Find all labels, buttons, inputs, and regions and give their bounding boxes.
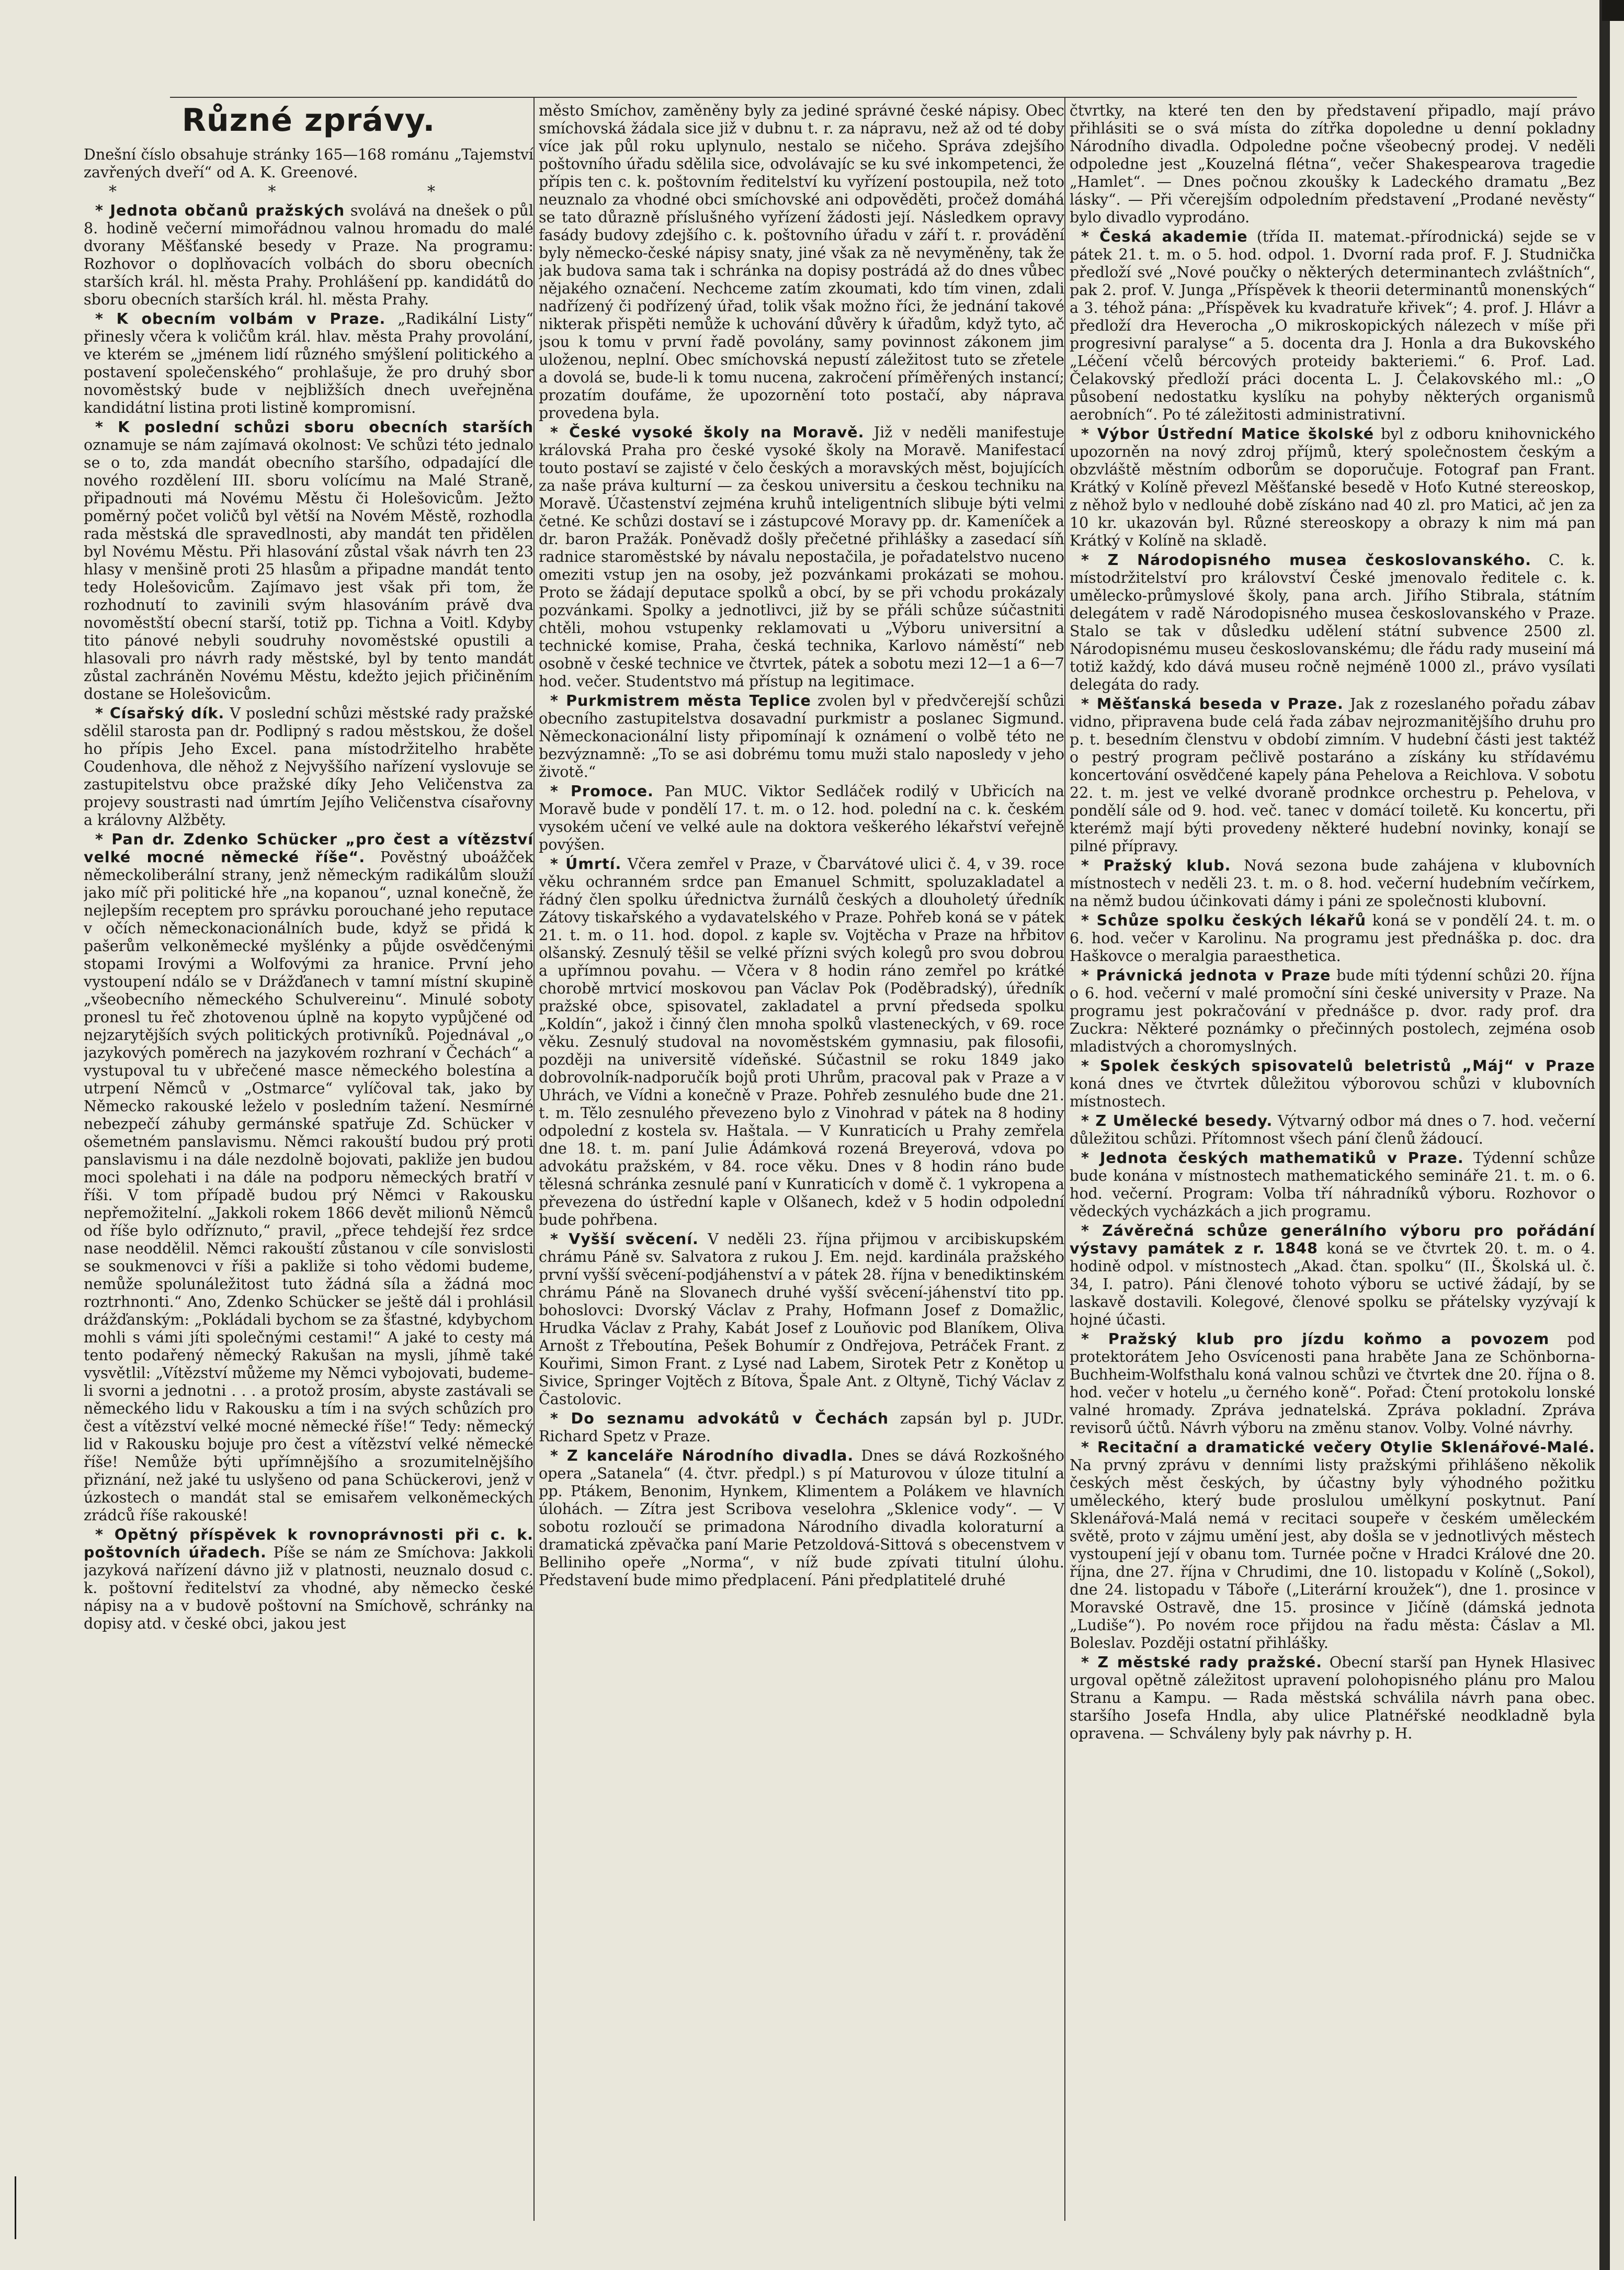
- news-item-heading: * Vyšší svěcení.: [550, 1230, 699, 1248]
- news-item-text: město Smíchov, zaměněny byly za jediné správné české nápisy. Obec smíchovská žádala sice již v dubnu t. r. za nápravu, než až od té doby více jak půl roku uplynulo, nestalo se ničeho. Správa zdejšího poštovního úřadu sdělila sice, odvolávajíc se ku své inkompetenci, že přípis ten c. k. poštovním ředitelství ku vyřízení postoupila, než toto neuznalo za vhodné obci smíchovské ani odpověděti, pročež domáhá se tato důrazně příslušného vyřízení žádosti její. Následkem opravy fasády budovy zdejšího c. k. poštovního úřadu v září t. r. provádění byly německo-české nápisy snaty, jiné však za ně nevyměněny, tak že jak budova sama tak i schránka na dopisy postrádá až do dnes vůbec nějakého označení. Nechceme zatím zkoumati, kdo tím vinen, zdali nadřízený či podřízený úřad, tolik však možno říci, že jednání takové nikterak přispěti nemůže k uchování důvěry k úřadům, když tyto, ač jsou k tomu v první řadě povolány, samy povinnost zákonem jim uloženou, neplní. Obec smíchovská nepustí záležitost tuto se zřetele a dovolá se, bude-li k tomu nucena, zakročení příměřených instancí; prozatím doufáme, že upozornění toto postačí, aby náprava provedena byla.: [539, 102, 1064, 422]
- news-item-heading: * Z městské rady pražské.: [1081, 1654, 1323, 1671]
- serial-notice: Dnešní číslo obsahuje stránky 165—168 románu „Tajemství zavřených dveří“ od A. K. Greenové.: [84, 146, 533, 181]
- news-item: [539, 1410, 1064, 1445]
- news-item: [1070, 912, 1595, 965]
- news-item-heading: * Jednota českých mathematiků v Praze.: [1081, 1149, 1464, 1167]
- news-item-heading: * K obecním volbám v Praze.: [95, 310, 386, 327]
- news-item-heading: * České vysoké školy na Moravě.: [550, 424, 865, 441]
- news-item: [1070, 425, 1595, 550]
- news-item-text: čtvrtky, na které ten den by představení připadlo, mají právo přihlásiti se o svá místa do zítřka dopoledne u denní pokladny Národního divadla. Odpoledne počne všeobecný prodej. V neděli odpoledne jest „Kouzelná flétna“, večer Shakespearova tragedie „Hamlet“. — Dnes počnou zkoušky k Ladeckého dramatu „Bez lásky“. — Při včerejším odpoledním představení „Prodané nevěsty“ bylo divadlo vyprodáno.: [1070, 102, 1595, 226]
- news-item-text: (třída II. matemat.-přírodnická) sejde se v pátek 21. t. m. o 5. hod. odpol. 1. Dvorní rada prof. F. J. Studnička předloží své „Nové poučky o některých determinantech zvláštních“, pak 2. prof. V. Junga „Příspěvek k theorii determinantů monenských“ a 3. téhož pána: „Příspěvek ku kvadratuře křivek“; 4. prof. J. Hlávr a předloží dra Heverocha „O mikroskopických nálezech v míše při progresivní paralyse“ a 5. docenta dra J. Honla a dra Bukovského „Léčení včelů bércových proteidy bakteriemi.“ 6. Prof. Lad. Čelakovský předloží práci docenta L. J. Čelakovského ml.: „O působení nedostatku kyslíku na pohyby některých organismů aerobních“. Po té záležitosti administrativní.: [1070, 228, 1595, 423]
- news-item-text: C. k. místodržitelství pro království České jmenovalo ředitele c. k. umělecko-průmyslové školy, pana arch. Jiřího Stibrala, státním delegátem v radě Národopisného musea českoslovanského v Praze. Stalo se tak v důsledku udělení státní subvence 2500 zl. Národopisnému museu českoslovanskému; dle řádu rady museiní má totiž každý, kdo dává museu ročně nejméně 1000 zl., právo vysílati delegáta do rady.: [1070, 551, 1595, 693]
- news-item: [539, 692, 1064, 781]
- binding-edge: [1599, 0, 1610, 2270]
- news-item: [84, 419, 533, 703]
- news-item: [1070, 228, 1595, 424]
- news-item-heading: * Pražský klub.: [1081, 857, 1231, 874]
- news-item: [1070, 857, 1595, 910]
- news-item-text: koná se v pondělí 24. t. m. o 6. hod. večer v Karolinu. Na programu jest přednáška p. doc. dra Haškovce o meralgia paraesthetica.: [1070, 912, 1595, 965]
- news-item-heading: * Schůze spolku českých lékařů: [1081, 912, 1366, 929]
- news-item-text: oznamuje se nám zajímavá okolnost: Ve schůzi této jednalo se o to, zda mandát obecního staršího, odpadající dle nového rozdělení III. sboru volícímu na Malé Straně, připadnouti má Novému Městu či Holešovicům. Ježto poměrný počet voličů byl větší na Novém Městě, rozhodla rada městská dle spravedlnosti, aby mandát ten přidělen byl Novému Městu. Při hlasování zůstal však návrh ten 23 hlasy v menšině proti 25 hlasům a připadne mandát tento tedy Holešovicům. Zajímavo jest však při tom, že rozhodnutí to zavinili svým hlasováním právě dva novoměstští obecní starší, totiž pp. Tichna a Voitl. Kdyby tito pánové nebyli soudruhy novoměstské opustili a hlasovali pro návrh rady městské, byl by tento mandát zůstal zachráněn Novému Městu, kdežto jejich přičiněním dostane se Holešovicům.: [84, 436, 533, 703]
- news-item-heading: * Měšťanská beseda v Praze.: [1081, 695, 1344, 713]
- news-item: [1070, 1149, 1595, 1221]
- news-item-text: Dnes se dává Rozkošného opera „Satanela“ (4. čtvr. předpl.) s pí Maturovou v úloze titulní a pp. Ptákem, Benonim, Hynkem, Klimentem a Polákem ve hlavních úlohách. — Zítra jest Scribova veselohra „Sklenice vody“. — V sobotu rozloučí se primadona Národního divadla koloraturní a dramatická zpěvačka paní Marie Petzoldová-Sittová s obecenstvem v Belliniho opeře „Norma“, v níž bude zpívati titulní úlohu. Představení bude mimo předplacení. Páni předplatitelé druhé: [539, 1447, 1064, 1589]
- news-item-text: pod protektorátem Jeho Osvícenosti pana hraběte Jana ze Schönborna-Buchheim-Wolfsthalu koná valnou schůzi ve čtvrtek dne 20. října o 8. hod. večer v hotelu „u černého koně“. Pořad: Čtení protokolu lonské valné hromady. Zpráva jednatelská. Zpráva pokladní. Zpráva revisorů účtů. Návrh výboru na změnu stanov. Volby. Volné návrhy.: [1070, 1330, 1595, 1437]
- news-item: [1070, 967, 1595, 1056]
- news-item: [539, 855, 1064, 1229]
- news-item: [539, 102, 1064, 422]
- news-item-heading: * Výbor Ústřední Matice školské: [1081, 425, 1375, 443]
- news-item: [1070, 1112, 1595, 1148]
- news-item: [1070, 102, 1595, 227]
- news-item-heading: * Spolek českých spisovatelů beletristů „Máj“ v Praze: [1081, 1057, 1595, 1075]
- news-item-text: bude míti týdenní schůzi 20. října o 6. hod. večerní v malé promoční síni české university v Praze. Na programu jest pokračování v přednášce p. dvor. rady prof. dra Zuckra: Některé poznámky o přečinných postolech, zejména osob mladistvých a choromyslných.: [1070, 967, 1595, 1055]
- news-item: [1070, 551, 1595, 694]
- news-item-text: koná se ve čtvrtek 20. t. m. o 4. hodině odpol. v místnostech „Akad. čtan. spolku“ (II., Školská ul. č. 34, I. patro). Páni členové tohoto výboru se uctivé žádají, by se laskavě dostavili. Kolegové, členové spolku se přátelsky vyzývají k hojné účasti.: [1070, 1240, 1595, 1328]
- news-item-heading: * Pan dr. Zdenko Schücker „pro čest a vítězství velké mocné německé říše“.: [84, 831, 533, 866]
- news-item: [539, 1447, 1064, 1589]
- news-item: [84, 1526, 533, 1633]
- news-item-heading: * Pražský klub pro jízdu koňmo a povozem: [1081, 1330, 1550, 1348]
- news-item-heading: * Opětný příspěvek k rovnoprávnosti při c. k. poštovních úřadech.: [84, 1526, 533, 1561]
- news-item-heading: * Právnická jednota v Praze: [1081, 967, 1331, 984]
- news-item-heading: * K poslední schůzi sboru obecních starších: [95, 419, 533, 436]
- news-item-text: Jak z rozeslaného pořadu zábav vidno, připravena bude celá řada zábav nejrozmanitějšího druhu pro p. t. besedním členstvu v období zimním. V hudební části jest taktéž o pestrý program pečlivě postaráno a získány ku střídavému koncertování osvědčené kapely pána Pehelova a Reichlova. V sobotu 22. t. m. jest ve velké dvoraně prodnkce orchestru p. Pehelova, v pondělí sále od 9. hod. več. tanec v domácí toiletě. Ku koncertu, při kterémž mají býti provedeny některé hudební novinky, konají se pilné přípravy.: [1070, 695, 1595, 855]
- column-divider: [533, 97, 535, 2221]
- news-item: [1070, 1057, 1595, 1111]
- news-item: [539, 1230, 1064, 1408]
- news-item-text: byl z odboru knihovnického upozorněn na nový zdroj příjmů, který společnostem českým a obzvláště městním odborům se doporučuje. Fotograf pan Frant. Krátký v Kolíně převezl Měšťanské besedě v Hoťo Kutné stereoskop, z něhož bylo v nedlouhé době získáno nad 40 zl. pro Matici, ač jen za 10 kr. ukazován byl. Různé stereoskopy a obrazy k nim má pan Krátký v Kolíně na skladě.: [1070, 425, 1595, 549]
- corner-mark: [1602, 0, 1624, 21]
- news-item: [1070, 1439, 1595, 1652]
- news-item: [84, 705, 533, 829]
- column-3: [1070, 102, 1595, 2226]
- news-item: [539, 783, 1064, 854]
- news-item-text: „Radikální Listy“ přinesly včera k voličům král. hlav. města Prahy provolání, ve kterém se „jménem lidí různého smýšlení politického a postavení společenského“ prohlašuje, že pro druhý sbor novoměstský bude v nejbližších dnech uveřejněna kandidátní listina proti listině kompromisní.: [84, 310, 533, 416]
- news-item: [84, 310, 533, 417]
- news-item-text: svolává na dnešek o půl 8. hodině večerní mimořádnou valnou hromadu do malé dvorany Měšťanské besedy v Praze. Na programu: Rozhovor o doplňovacích volbách do sboru obecních starších král. hl. města Prahy. Prohlášení pp. kandidátů do sboru obecních starších král. hl. města Prahy.: [84, 202, 533, 308]
- news-item-text: Pověstný uboážček německoliberální strany, jenž německým radikálům slouží jako míč při politické hře „na kopanou“, uznal konečně, že nejlepším receptem pro správku porouchané jeho reputace v očích německonacionálních bude, když se přidá k pašerům velkoněmecké myšlénky a půjde osvědčenými stopami Irovými a Wolfovými za hranice. První jeho vystoupení ndálo se v Drážďanech v tamní místní skupině „všeobecního německého Schulvereinu“. Minulé soboty pronesl tu řeč zhotovenou úplně na kopyto vypůjčené od nejzarytějších svých politických protivníků. Pojednával „o jazykových poměrech na jazykovém rozhraní v Čechách“ a vystupoval tu v ubřečené masce německého bolestína a utrpení Němců v „Ostmarce“ vylíčoval tak, jako by Německo rakouské leželo v posledním tažení. Nesmírné nebezpečí záhuby germánské spatřuje Zd. Schücker v ošemetném panslavismu. Němci rakouští budou prý proti panslavismu i na dále nezdolně bojovati, pakliže jen budou moci spolehati i na dále na podporu německých bratří v říši. V tom případě budou prý Němci v Rakousku nepřemožitelní. „Jakkoli rokem 1866 devět milionů Němců od říše bylo odříznuto,“ pravil, „přece tehdejší řez srdce nase neoddělil. Němci rakouští zůstanou v cíle sonvislosti se soukmenovci v říši a pakliže si toho vědomi budeme, nemůže spolunáležitost tuto žádná síla a žádná moc roztrhnonti.“ Ano, Zdenko Schücker se ještě dál i prohlásil drážďanským: „Pokládali bychom se za šťastné, kdybychom mohli s vámi jíti společnými cestami!“ A jaké to cesty má tento podařený německý Rakušan na mysli, jíhmě také vysvětlil: „Vítězství můžeme my Němci vybojovati, budeme-li svorni a jednotni . . . a protož prosím, abyste zastávali se německého lidu v Rakousku a tím i na svých schůzích pro čest a vítězství velké mocné německé říše!“ Tedy: německý lid v Rakousku bojuje pro čest a vítězství velké německé říše! Nemůže býti upřímnějšího a srozumitelnějšího přiznání, než jaké tu uslyšeno od pana Schückerovi, jenž v úzkostech o mandát stal se emisařem velkoněmeckých zrádců říše rakouské!: [84, 849, 533, 1524]
- news-item: [84, 831, 533, 1524]
- news-item-text: V neděli 23. října přijmou v arcibiskupském chrámu Páně sv. Salvatora z rukou J. Em. nejd. kardinála pražského první vyšší svěcení-podjáhenství a v pátek 28. října v benediktinském chrámu Páně na Slovanech druhé vyšší svěcení-jáhenství tito pp. bohoslovci: Dvorský Václav z Prahy, Hofmann Josef z Domažlic, Hrudka Václav z Prahy, Kabát Josef z Louňovic pod Blaníkem, Oliva Arnošt z Třeboutína, Pešek Bohumír z Ondřejova, Petráček Frant. z Kouřimi, Simon Frant. z Lysé nad Labem, Sirotek Petr z Konětop u Sivice, Springer Vojtěch z Bítova, Špale Ant. z Oltyně, Tichý Václav z Častolovic.: [539, 1230, 1064, 1408]
- news-item-heading: * Úmrtí.: [550, 855, 622, 873]
- news-item: [539, 424, 1064, 691]
- news-item-heading: * Jednota občanů pražských: [95, 202, 345, 219]
- news-item-text: Na prvný zprávu v denními listy pražskými přihlášeno několik českých měst českých, by účastny byly výhodného požitku uměleckého, který bude proslulou umělkyní poskytnut. Paní Sklenářová-Malá nemá v recitaci soupeře v českém uměleckém světě, proto v zájmu umění jest, aby došla se v jednotlivých městech vystoupení její v obanu tom. Turnée počne v Hradci Králové dne 20. října, dne 27. října v Chrudimi, dne 10. listopadu v Kolíně („Sokol), dne 24. listopadu v Táboře („Literární kroužek“), dne 1. prosince v Moravské Ostravě, dne 15. prosince v Jičíně (dámská jednota „Ludiše“). Po novém roce přijdou na řadu města: Čáslav a Ml. Boleslav. Později ostatní přihlášky.: [1070, 1456, 1595, 1652]
- separator-stars: * * *: [108, 183, 509, 201]
- news-item-text: zvolen byl v předvčerejší schůzi obecního zastupitelstva dosavadní purkmistr a poslanec Sigmund. Německonacionální listy připomínají k oznámení o volbě této ne bezvýznamně: „To se asi dobrému tomu muži stalo naposledy v jeho životě.“: [539, 692, 1064, 781]
- news-item-heading: * Závěrečná schůze generálního výboru pro pořádání výstavy památek z r. 1848: [1070, 1222, 1595, 1257]
- top-rule: [170, 97, 1577, 98]
- news-item-heading: * Do seznamu advokátů v Čechách: [550, 1410, 889, 1427]
- news-item-heading: * Recitační a dramatické večery Otylie Sklenářové-Malé.: [1081, 1439, 1595, 1456]
- news-item-heading: * Česká akademie: [1081, 228, 1248, 245]
- news-item-text: Výtvarný odbor má dnes o 7. hod. večerní důležitou schůzi. Přítomnost všech pání členů žádoucí.: [1070, 1112, 1595, 1147]
- news-item-heading: * Císařský dík.: [95, 705, 225, 722]
- news-item-heading: * Z Národopisného musea českoslovanského.: [1081, 551, 1531, 569]
- news-item-text: V poslední schůzi městské rady pražské sdělil starosta pan dr. Podlipný s radou městskou, že došel ho přípis Jeho Excel. pana místodržitelho hraběte Coudenhova, dle něhož z Nejvyššího nařízení vyslovuje se zastupitelstvu obce pražské díky Jeho Veličenstva za projevy soustrasti nad úmrtím Jejího Veličenstva císařovny a královny Alžběty.: [84, 705, 533, 829]
- news-item: [1070, 1222, 1595, 1329]
- column-divider: [1064, 97, 1065, 2221]
- column-1: [84, 102, 533, 2226]
- news-item-heading: * Promoce.: [550, 783, 654, 800]
- news-item-text: Již v neděli manifestuje královská Praha pro české vysoké školy na Moravě. Manifestací touto postaví se zajisté v čelo českých a moravských měst, bojujících za naše práva kulturní — za českou universitu a českou techniku na Moravě. Účastenství zejména kruhů inteligentních slibuje býti velmi četné. Ke schůzi dostaví se i zástupcové Moravy pp. dr. Kameníček a dr. baron Pražák. Poněvadž došly přečetné přihlášky a zasedací síň radnice staroměstské by návalu nepostačila, je pořadatelstvo nuceno omeziti vstup jen na osoby, jež pozvánkami prokázati se mohou. Proto se žádají deputace spolků a obcí, by se při vchodu prokázaly pozvánkami. Spolky a jednotlivci, již by se přáli schůze súčastniti chtěli, mohou vstupenky reklamovati u „Výboru universitní a technické komise, Praha, česká technika, Karlovo náměstí“ neb osobně v české technice ve čtvrtek, pátek a sobotu mezi 12—1 a 6—7 hod. večer. Studentstvo má přístup na legitimace.: [539, 424, 1064, 690]
- news-item: [1070, 1330, 1595, 1437]
- news-item-heading: * Purkmistrem města Teplice: [550, 692, 811, 709]
- margin-mark: [15, 2176, 16, 2239]
- news-item-heading: * Z Umělecké besedy.: [1081, 1112, 1273, 1130]
- news-item-text: zapsán byl p. JUDr. Richard Spetz v Praze.: [539, 1410, 1064, 1445]
- section-title: Různé zprávy.: [181, 102, 436, 139]
- news-item-text: Pan MUC. Viktor Sedláček rodilý v Ubřicích na Moravě bude v pondělí 17. t. m. o 12. hod. polední na c. k. českém vysokém učení ve velké aule na doktora veškerého lékařství veřejně povýšen.: [539, 783, 1064, 853]
- news-item-text: Obecní starší pan Hynek Hlasivec urgoval opětně záležitost upravení polohopisného plánu pro Malou Stranu a Kampu. — Rada městská schválila návrh pana obec. staršího Josefa Hndla, aby ulice Platnéřské neodkladně byla opravena. — Schváleny byly pak návrhy p. H.: [1070, 1654, 1595, 1742]
- news-item: [1070, 1654, 1595, 1743]
- news-item: [1070, 695, 1595, 855]
- news-item-text: Týdenní schůze bude konána v místnostech mathematického semináře 21. t. m. o 6. hod. večerní. Program: Volba tří náhradníků výboru. Rozhovor o vědeckých vycházkách a jich programu.: [1070, 1149, 1595, 1220]
- news-item-text: koná dnes ve čtvrtek důležitou výborovou schůzi v klubovních místnostech.: [1070, 1075, 1595, 1110]
- news-item: [84, 202, 533, 309]
- column-2: [539, 102, 1064, 2226]
- news-item-text: Nová sezona bude zahájena v klubovních místnostech v neděli 23. t. m. o 8. hod. večerní hudebním večírkem, na němž budou účinkovati dámy i páni ze společnosti klubovní.: [1070, 857, 1595, 910]
- news-item-heading: * Z kanceláře Národního divadla.: [550, 1447, 854, 1464]
- news-item-text: Včera zemřel v Praze, v Čbarvátové ulici č. 4, v 39. roce věku ochranném srdce pan Emanuel Schmitt, spoluzakladatel a řádný člen spolku úřednictva žurnálů českých a dlouholetý úředník Zátovy tiskařského a vydavatelského v Praze. Pohřeb koná se v pátek 21. t. m. o 11. hod. dopol. z kaple sv. Vojtěcha v Praze na hřbitov olšanský. Zesnulý těšil se velké přízni svých kolegů pro svou dobrou a upřímnou povahu. — Včera v 8 hodin ráno zemřel po krátké chorobě mrtvicí moskovou pan Václav Pok (Poděbradský), úředník pražské obce, spisovatel, zakladatel a první předseda spolku „Koldín“, jakož i činný člen mnoha spolků vlasteneckých, v 69. roce věku. Zesnulý studoval na novoměstském gymnasiu, pak filosofii, později na universitě vídeňské. Súčastnil se roku 1849 jako dobrovolník-nadporučík bojů proti Uhrům, pracoval pak v Praze a v Uhrách, ve Vídni a konečně v Praze. Pohřeb zesnulého bude dne 21. t. m. Tělo zesnulého převezeno bylo z Vinohrad v pátek na 8 hodiny odpolední z kostela sv. Haštala. — V Kunraticích u Prahy zemřela dne 18. t. m. paní Julie Ádámková rozená Breyerová, vdova po advokátu pražském, v 84. roce věku. Dnes v 8 hodin ráno bude tělesná schránka zesnulé paní v Kunraticích v domě č. 1 vykropena a převezena do ústřední kaple v Olšanech, kdež v 5 hodin odpolední bude pohřbena.: [539, 855, 1064, 1228]
- news-item-text: Píše se nám ze Smíchova: Jakkoli jazyková nařízení dávno již v platnosti, neuznalo dosud c. k. poštovní ředitelství za vhodné, aby německo české nápisy na a v budově poštovní na Smíchově, schránky na dopisy atd. v české obci, jakou jest: [84, 1544, 533, 1632]
